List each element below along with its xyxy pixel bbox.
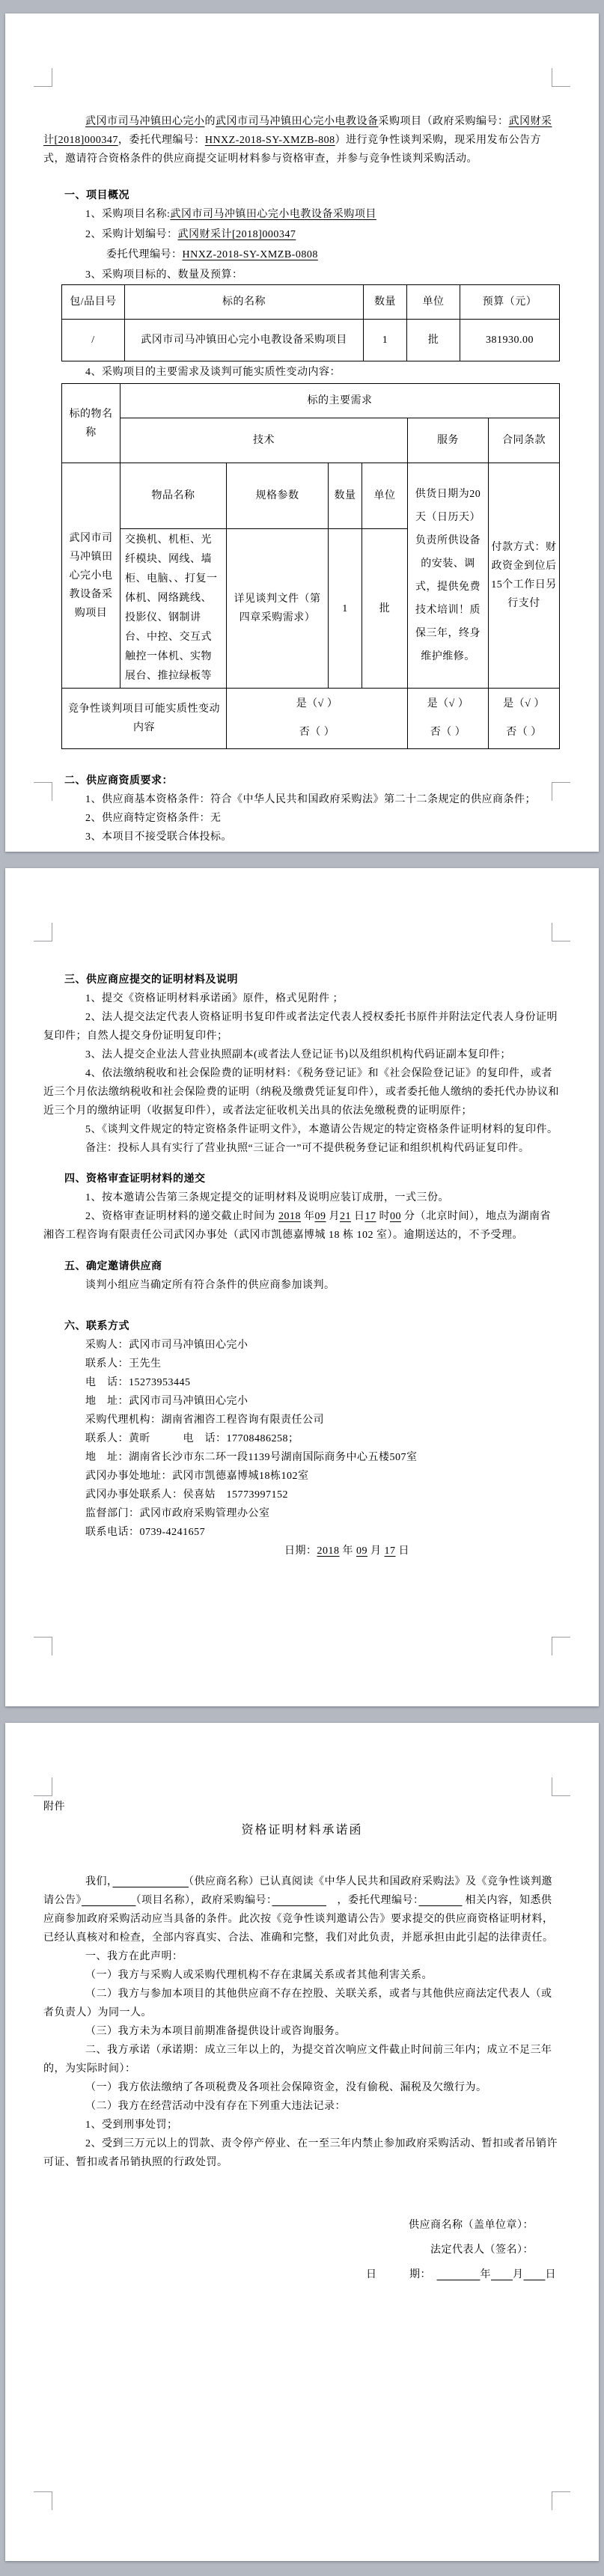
filled-blank: [491, 2269, 513, 2280]
section-3-heading: 三、供应商应提交的证明材料及说明: [64, 974, 238, 986]
text-segment: 月: [367, 1545, 385, 1557]
filled-blank: 17: [384, 1545, 396, 1557]
signature-block: [43, 2213, 561, 2287]
supervision-phone: 联系电话：0739-4241657: [85, 1527, 206, 1538]
qualification-item-1: 1、供应商基本资格条件：符合《中华人民共和国政府采购法》第二十二条规定的供应商条件；: [85, 794, 536, 805]
budget-item-label: 3、采购项目标的、数量及预算：: [85, 269, 243, 281]
text-boundary-mark: [34, 1637, 52, 1655]
text-segment: ，委托代理编号：: [326, 1895, 419, 1906]
cell-item-list: 交换机、机柜、光纤模块、网线、墙柜、电脑、、打复一体机、网络跳线、投影仪、钢制讲台、中控、交互式触控一体机、实物展台、推拉绿板等: [121, 529, 227, 689]
cell-budget: 381930.00: [460, 320, 560, 361]
text-segment: 日期：: [284, 1545, 317, 1557]
notice-date: [43, 1542, 561, 1560]
header-technical: 技术: [121, 418, 408, 463]
header-unit: 单位: [407, 285, 460, 320]
text-segment: 日: [351, 1211, 365, 1222]
materials-item-4: 4、依法缴纳税收和社会保险费的证明材料：《税务登记证》和《社会保险登记证》的复印件，或者近三个月依法缴纳税收和社会保险费的证明（纳税及缴费凭证复印件），或者委托他人缴纳的委托代办协议和近三个月的缴纳证明（收据复印件），或者法定征收机关出具的依法免缴税费的证明原件；: [43, 1068, 559, 1117]
intro-paragraph: [43, 112, 561, 168]
text-segment: 2、资格审查证明材料的递交截止时间为: [85, 1211, 278, 1222]
req-header-row-2: [62, 418, 560, 463]
cell-contract-terms: 付款方式：财政资金到位后15个工作日另行支付: [489, 463, 560, 689]
filled-blank: [272, 1895, 327, 1906]
submission-item-1: 1、按本邀请公告第三条规定提交的证明材料及说明应装订成册，一式三份。: [85, 1192, 449, 1203]
cell-unit: 批: [407, 320, 460, 361]
filled-blank: [437, 2269, 481, 2280]
signature-legal-representative: 法定代表人（签名）：: [430, 2244, 534, 2256]
header-service: 服务: [408, 418, 489, 463]
signature-date: [43, 2262, 561, 2287]
filled-blank: 2018: [278, 1211, 301, 1222]
budget-table-data-row: [62, 320, 560, 361]
qualification-item-2: 2、供应商特定资格条件：无: [85, 813, 222, 824]
text-segment: 1、采购项目名称:: [85, 209, 171, 220]
text-segment: 年: [480, 2269, 491, 2280]
cell-change-label: 竞争性谈判项目可能实质性变动内容: [62, 689, 227, 749]
header-qty: 数量: [329, 463, 362, 529]
budget-table: [61, 284, 560, 361]
yes-option: 是（√ ）: [427, 698, 469, 709]
cell-service: 供货日期为20天（日历天）负责所供设备的安装、调式，提供免费技术培训！质保三年，终身维护维修。: [408, 463, 489, 689]
yes-option: 是（√ ）: [296, 698, 338, 709]
promise-item-2-2: 2、受到三万元以上的罚款、责令停产停业、在一至三年内禁止参加政府采购活动、暂扣或者吊销许可证、暂扣或者吊销执照的行政处罚。: [43, 2138, 558, 2168]
page-2: [5, 868, 599, 1706]
contact-address: 地 址：武冈市司马冲镇田心完小: [85, 1396, 248, 1407]
header-budget: 预算（元）: [460, 285, 560, 320]
declaration-item-3: （三）我方未为本项目前期准备提供设计或咨询服务。: [85, 2026, 346, 2037]
text-segment: 我们，: [85, 1876, 113, 1887]
section-4-heading: 四、资格审查证明材料的递交: [64, 1173, 206, 1185]
contact-phone: 电 话：15273953445: [85, 1377, 191, 1388]
cell-change-contract: [489, 689, 560, 749]
cell-qty: 1: [329, 529, 362, 689]
filled-blank: [82, 1895, 136, 1906]
page-1: [5, 13, 599, 852]
cell-spec: 详见谈判文件（第四章采购需求）: [227, 529, 329, 689]
filled-blank: 17: [364, 1211, 376, 1222]
text-segment: 2、采购计划编号：: [85, 229, 178, 240]
header-contract-terms: 合同条款: [489, 418, 560, 463]
cell-package-no: /: [62, 320, 125, 361]
contact-person: 联系人：王先生: [85, 1358, 162, 1370]
materials-item-5: 5、《谈判文件规定的特定资格条件证明文件》，本邀请公告规定的特定资格条件证明材料的复印件。: [85, 1124, 558, 1135]
materials-item-2: 2、法人提交法定代表人资格证明书复印件或者法定代表人授权委托书原件并附法定代表人身份证明复印件；自然人提交身份证明复印件；: [43, 1012, 558, 1042]
header-item-name: 物品名称: [121, 463, 227, 529]
text-boundary-mark: [552, 1637, 570, 1655]
text-segment: 分（北京时间），地点为湖南省湘咨工程咨询有限责任公司武冈办事处（武冈市凯德嘉博城 18 栋 102 室）。逾期送达的，不予受理。: [43, 1211, 551, 1241]
yes-option: 是（√ ）: [503, 698, 545, 709]
requirements-label: 4、采购项目的主要需求及谈判可能实质性变动内容：: [85, 367, 341, 378]
header-package-no: 包/品目号: [62, 285, 125, 320]
req-change-row: [62, 689, 560, 749]
header-spec: 规格参数: [227, 463, 329, 529]
filled-blank: HNXZ-2018-SY-XMZB-808: [204, 135, 335, 146]
cell-quantity: 1: [364, 320, 407, 361]
filled-blank: [524, 2269, 546, 2280]
section-5-heading: 五、确定邀请供应商: [64, 1261, 162, 1272]
filled-blank: [113, 1876, 189, 1887]
header-quantity: 数量: [364, 285, 407, 320]
text-segment: 日: [545, 2269, 556, 2280]
supervision-dept: 监督部门：武冈市政府采购管理办公室: [85, 1508, 270, 1519]
submission-item-2: [43, 1207, 561, 1245]
promise-heading: 二、我方承诺（承诺期：成立三年以上的，为提交首次响应文件截止时间前三年内；成立不足三年的，为实际时间）：: [43, 2045, 552, 2075]
header-unit2: 单位: [362, 463, 408, 529]
section-2-heading: 二、供应商资质要求：: [64, 775, 173, 787]
section-6-heading: 六、联系方式: [64, 1321, 129, 1332]
promise-item-2-1: 1、受到刑事处罚；: [85, 2119, 178, 2131]
attachment-label: 附件: [43, 1801, 65, 1813]
text-segment: 年: [301, 1211, 315, 1222]
requirements-table: [61, 383, 560, 749]
text-segment: 日 期：: [366, 2269, 437, 2280]
section-5-body: 谈判小组应当确定所有符合条件的供应商参加谈判。: [85, 1280, 335, 1291]
filled-blank: 2018: [317, 1545, 340, 1557]
text-segment: （项目名称），政府采购编号：: [135, 1895, 272, 1906]
cell-change-technical: [227, 689, 408, 749]
no-option: 否（ ）: [430, 727, 466, 738]
filled-blank: 武冈市司马冲镇田心完小: [85, 116, 205, 127]
agency-name: 采购代理机构：湖南省湘咨工程咨询有限责任公司: [85, 1414, 324, 1426]
text-segment: 年: [339, 1545, 356, 1557]
agency-number-item: [43, 245, 561, 264]
project-name-item: [43, 205, 561, 224]
filled-blank: 09: [314, 1211, 326, 1222]
signature-supplier-name: 供应商名称（盖单位章）：: [409, 2220, 534, 2231]
declaration-heading: 一、我方在此声明：: [85, 1951, 183, 1962]
text-segment: 的: [204, 116, 216, 127]
plan-number-item: [43, 225, 561, 244]
filled-blank: 00: [390, 1211, 401, 1222]
header-subject-col: 标的物名称: [62, 384, 121, 463]
budget-table-header-row: [62, 285, 560, 320]
filled-blank: 武冈市司马冲镇田心完小电教设备: [216, 116, 379, 127]
cell-subject-name: 武冈市司马冲镇田心完小电教设备采购项目: [125, 320, 364, 361]
promise-item-1: （一）我方依法缴纳了各项税费及各项社会保障资金，没有偷税、漏税及欠缴行为。: [85, 2082, 487, 2093]
text-segment: 月: [326, 1211, 340, 1222]
attachment-title: 资格证明材料承诺函: [241, 1824, 363, 1837]
agency-address: 地 址：湖南省长沙市东二环一段1139号湖南国际商务中心五楼507室: [85, 1452, 418, 1463]
materials-note: 备注：投标人具有实行了营业执照“三证合一”可不提供税务登记证和组织机构代码证复印件。: [85, 1143, 530, 1154]
contact-purchaser: 采购人：武冈市司马冲镇田心完小: [85, 1340, 248, 1351]
filled-blank: [419, 1895, 463, 1906]
text-segment: 采购项目（政府采购编号：: [378, 116, 509, 127]
declaration-item-1: （一）我方与采购人或采购代理机构不存在隶属关系或者其他利害关系。: [85, 1970, 433, 1981]
office-address: 武冈办事处地址：武冈市凯德嘉博城18栋102室: [85, 1471, 309, 1482]
materials-item-3: 3、法人提交企业法人营业执照副本(或者法人登记证书)以及组织机构代码证副本复印件；: [85, 1049, 511, 1060]
text-segment: ）进行竞争性谈判采购，现采用发布公告方式，邀请符合资格条件的供应商提交证明材料参与资格审查，并参与竞争性谈判采购活动。: [43, 135, 542, 165]
filled-blank: 21: [340, 1211, 351, 1222]
filled-blank: 武冈市司马冲镇田心完小电教设备采购项目: [170, 209, 376, 220]
cell-change-service: [408, 689, 489, 749]
filled-blank: 武冈财采计[2018]000347: [43, 116, 552, 146]
text-segment: ，委托代理编号：: [118, 135, 205, 146]
materials-item-1: 1、提交《资格证明材料承诺函》原件，格式见附件 ；: [85, 993, 344, 1004]
declaration-item-2: （二）我方与参加本项目的其他供应商不存在控股、关联关系，或者与其他供应商法定代表人（或者负责人）为同一人。: [43, 1989, 552, 2018]
text-boundary-mark: [34, 2491, 52, 2510]
text-segment: 相关内容，知悉供应商参加政府采购活动应当具备的条件。此次按《竞争性谈判邀请公告》要求提交的供应商资格证明材料，已经认真核对和检查，全部内容真实、合法、准确和完整，我们对此负责，并愿承担由此引起的法律责任。: [43, 1895, 554, 1944]
section-1-heading: 一、项目概况: [64, 190, 129, 201]
agency-contact: 联系人：黄昕 电 话：17708486258；: [85, 1433, 299, 1444]
qualification-item-3: 3、本项目不接受联合体投标。: [85, 831, 232, 843]
promise-item-2: （二）我方在经营活动中没有存在下列重大违法记录：: [85, 2101, 346, 2112]
no-option: 否（ ）: [299, 727, 335, 738]
text-boundary-mark: [552, 2491, 570, 2510]
req-header-row-1: [62, 384, 560, 418]
page-3: [5, 1723, 599, 2561]
cell-subject: 武冈市司马冲镇田心完小电教设备采购项目: [62, 463, 121, 689]
text-segment: 日: [395, 1545, 409, 1557]
text-segment: （供应商名称）已认真阅读《中华人民共和国政府采购法》及《竞争性谈判邀请公告》: [43, 1876, 552, 1906]
req-subheader-row: [62, 463, 560, 529]
commitment-paragraph: [43, 1873, 561, 1947]
filled-blank: 武冈财采计[2018]000347: [177, 229, 296, 240]
filled-blank: 09: [356, 1545, 367, 1557]
header-main-requirements: 标的主要需求: [121, 384, 560, 418]
no-option: 否（ ）: [506, 727, 542, 738]
office-contact: 武冈办事处联系人：侯喜姑 15773997152: [85, 1489, 288, 1501]
header-subject-name: 标的名称: [125, 285, 364, 320]
text-segment: 委托代理编号：: [106, 249, 183, 260]
filled-blank: HNXZ-2018-SY-XMZB-0808: [182, 249, 318, 260]
text-segment: 时: [376, 1211, 390, 1222]
text-segment: 月: [513, 2269, 524, 2280]
cell-unit2: 批: [362, 529, 408, 689]
